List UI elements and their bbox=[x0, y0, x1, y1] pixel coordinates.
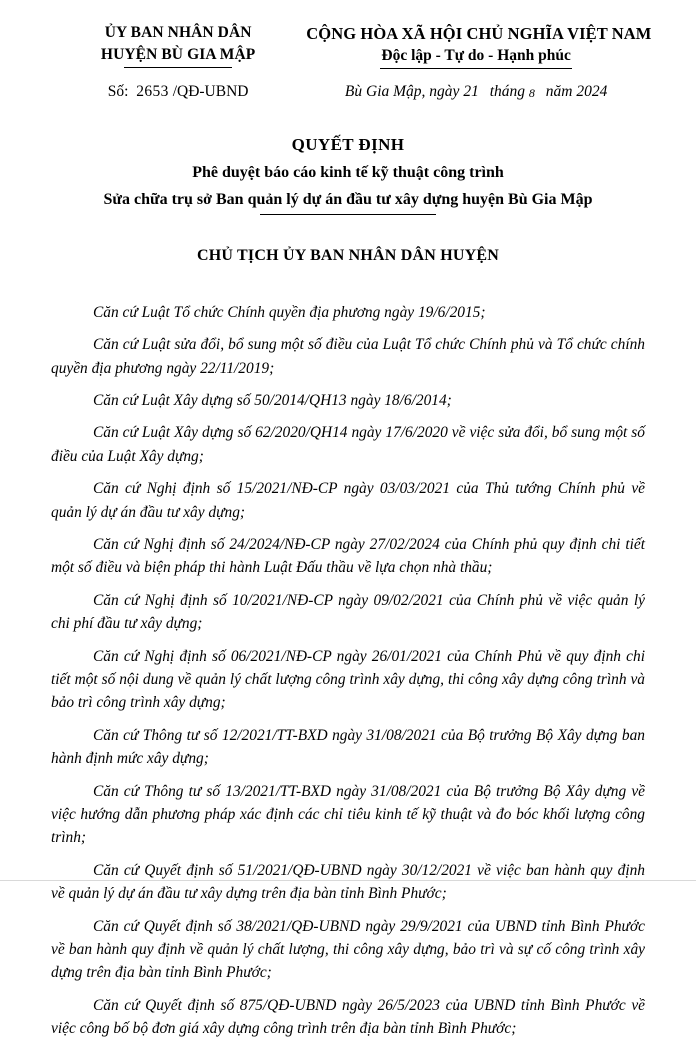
legal-basis-paragraph: Căn cứ Nghị định số 06/2021/NĐ-CP ngày 26/01/2021 của Chính Phủ về quy định chi tiết một số nội dung về quản lý chất lượng công trình xây dựng, thi công xây dựng công trình và bảo trì công trình xây dựng; bbox=[51, 647, 645, 712]
legal-basis-paragraph: Căn cứ Quyết định số 875/QĐ-UBND ngày 26/5/2023 của UBND tỉnh Bình Phước về việc công bố bộ đơn giá xây dựng công trình trên địa bàn tỉnh Bình Phước; bbox=[51, 996, 645, 1038]
issuing-authority-block bbox=[50, 22, 306, 101]
national-heading-block bbox=[306, 22, 652, 101]
legal-basis-paragraph: Căn cứ Nghị định số 24/2024/NĐ-CP ngày 27/02/2024 của Chính phủ quy định chi tiết một số điều và biện pháp thi hành Luật Đấu thầu về lựa chọn nhà thầu; bbox=[51, 535, 645, 577]
document-header bbox=[50, 22, 652, 101]
legal-basis-paragraph: Căn cứ Thông tư số 13/2021/TT-BXD ngày 31/08/2021 của Bộ trưởng Bộ Xây dựng về việc hướng dẫn phương pháp xác định các chỉ tiêu kinh tế kỹ thuật và đo bóc khối lượng công trình; bbox=[51, 782, 645, 847]
date-year: 2024 bbox=[576, 83, 608, 101]
legal-basis-paragraph: Căn cứ Quyết định số 38/2021/QĐ-UBND ngày 29/9/2021 của UBND tỉnh Bình Phước về ban hành quy định về quản lý chất lượng, thi công xây dựng, bảo trì và sự cố công trình xây dựng trên địa bàn tỉnh Bình Phước; bbox=[51, 917, 645, 982]
legal-basis-paragraph: Căn cứ Quyết định số 51/2021/QĐ-UBND ngày 30/12/2021 về việc ban hành quy định về quản lý dự án đầu tư xây dựng trên địa bàn tỉnh Bình Phước; bbox=[51, 861, 645, 903]
document-body bbox=[50, 301, 646, 1041]
issuing-authority-underline bbox=[124, 67, 232, 68]
legal-basis-paragraph: Căn cứ Nghị định số 10/2021/NĐ-CP ngày 09/02/2021 của Chính phủ về việc quản lý chi phí đầu tư xây dựng; bbox=[51, 591, 645, 633]
date-year-label: năm bbox=[545, 83, 573, 101]
legal-basis-paragraph: Căn cứ Thông tư số 12/2021/TT-BXD ngày 31/08/2021 của Bộ trưởng Bộ Xây dựng ban hành định mức xây dựng; bbox=[51, 726, 645, 768]
document-title-block bbox=[50, 133, 646, 215]
document-type-heading: QUYẾT ĐỊNH bbox=[291, 135, 405, 155]
issuing-authority-line2: HUYỆN BÙ GIA MẬP bbox=[100, 46, 256, 63]
document-title-line1: Phê duyệt báo cáo kinh tế kỹ thuật công trình bbox=[192, 163, 504, 181]
date-month-label: tháng bbox=[489, 83, 525, 101]
document-number-value: 2653 bbox=[136, 83, 169, 100]
date-month: 8 bbox=[528, 86, 535, 101]
legal-basis-paragraph: Căn cứ Nghị định số 15/2021/NĐ-CP ngày 03/03/2021 của Thủ tướng Chính phủ về quản lý dự án đầu tư xây dựng; bbox=[51, 480, 645, 521]
date-day: 21 bbox=[463, 83, 479, 101]
national-motto-underline bbox=[380, 68, 572, 69]
document-title-line2: Sửa chữa trụ sở Ban quản lý dự án đầu tư xây dựng huyện Bù Gia Mập bbox=[103, 190, 593, 208]
national-name: CỘNG HÒA XÃ HỘI CHỦ NGHĨA VIỆT NAM bbox=[306, 24, 652, 43]
legal-basis-paragraph: Căn cứ Luật Tổ chức Chính quyền địa phương ngày 19/6/2015; bbox=[93, 303, 486, 321]
document-number-suffix: /QĐ-UBND bbox=[172, 83, 249, 100]
place-and-date-prefix: Bù Gia Mập, ngày bbox=[344, 83, 460, 101]
document-title-underline bbox=[260, 214, 436, 215]
signing-authority-heading: CHỦ TỊCH ỦY BAN NHÂN DÂN HUYỆN bbox=[196, 246, 499, 264]
legal-basis-paragraph: Căn cứ Luật sửa đổi, bổ sung một số điều của Luật Tổ chức Chính phủ và Tổ chức chính quyền địa phương ngày 22/11/2019; bbox=[51, 336, 645, 377]
place-and-date-line bbox=[306, 83, 646, 101]
legal-basis-paragraph: Căn cứ Luật Xây dựng số 62/2020/QH14 ngày 17/6/2020 về việc sửa đổi, bổ sung một số điều của Luật Xây dựng; bbox=[51, 424, 645, 465]
document-number-label: Số: bbox=[107, 83, 129, 100]
legal-basis-paragraph: Căn cứ Luật Xây dựng số 50/2014/QH13 ngày 18/6/2014; bbox=[93, 391, 452, 409]
document-number-line bbox=[50, 83, 306, 101]
issuing-authority-line1: ỦY BAN NHÂN DÂN bbox=[104, 24, 252, 41]
national-motto: Độc lập - Tự do - Hạnh phúc bbox=[381, 47, 571, 65]
